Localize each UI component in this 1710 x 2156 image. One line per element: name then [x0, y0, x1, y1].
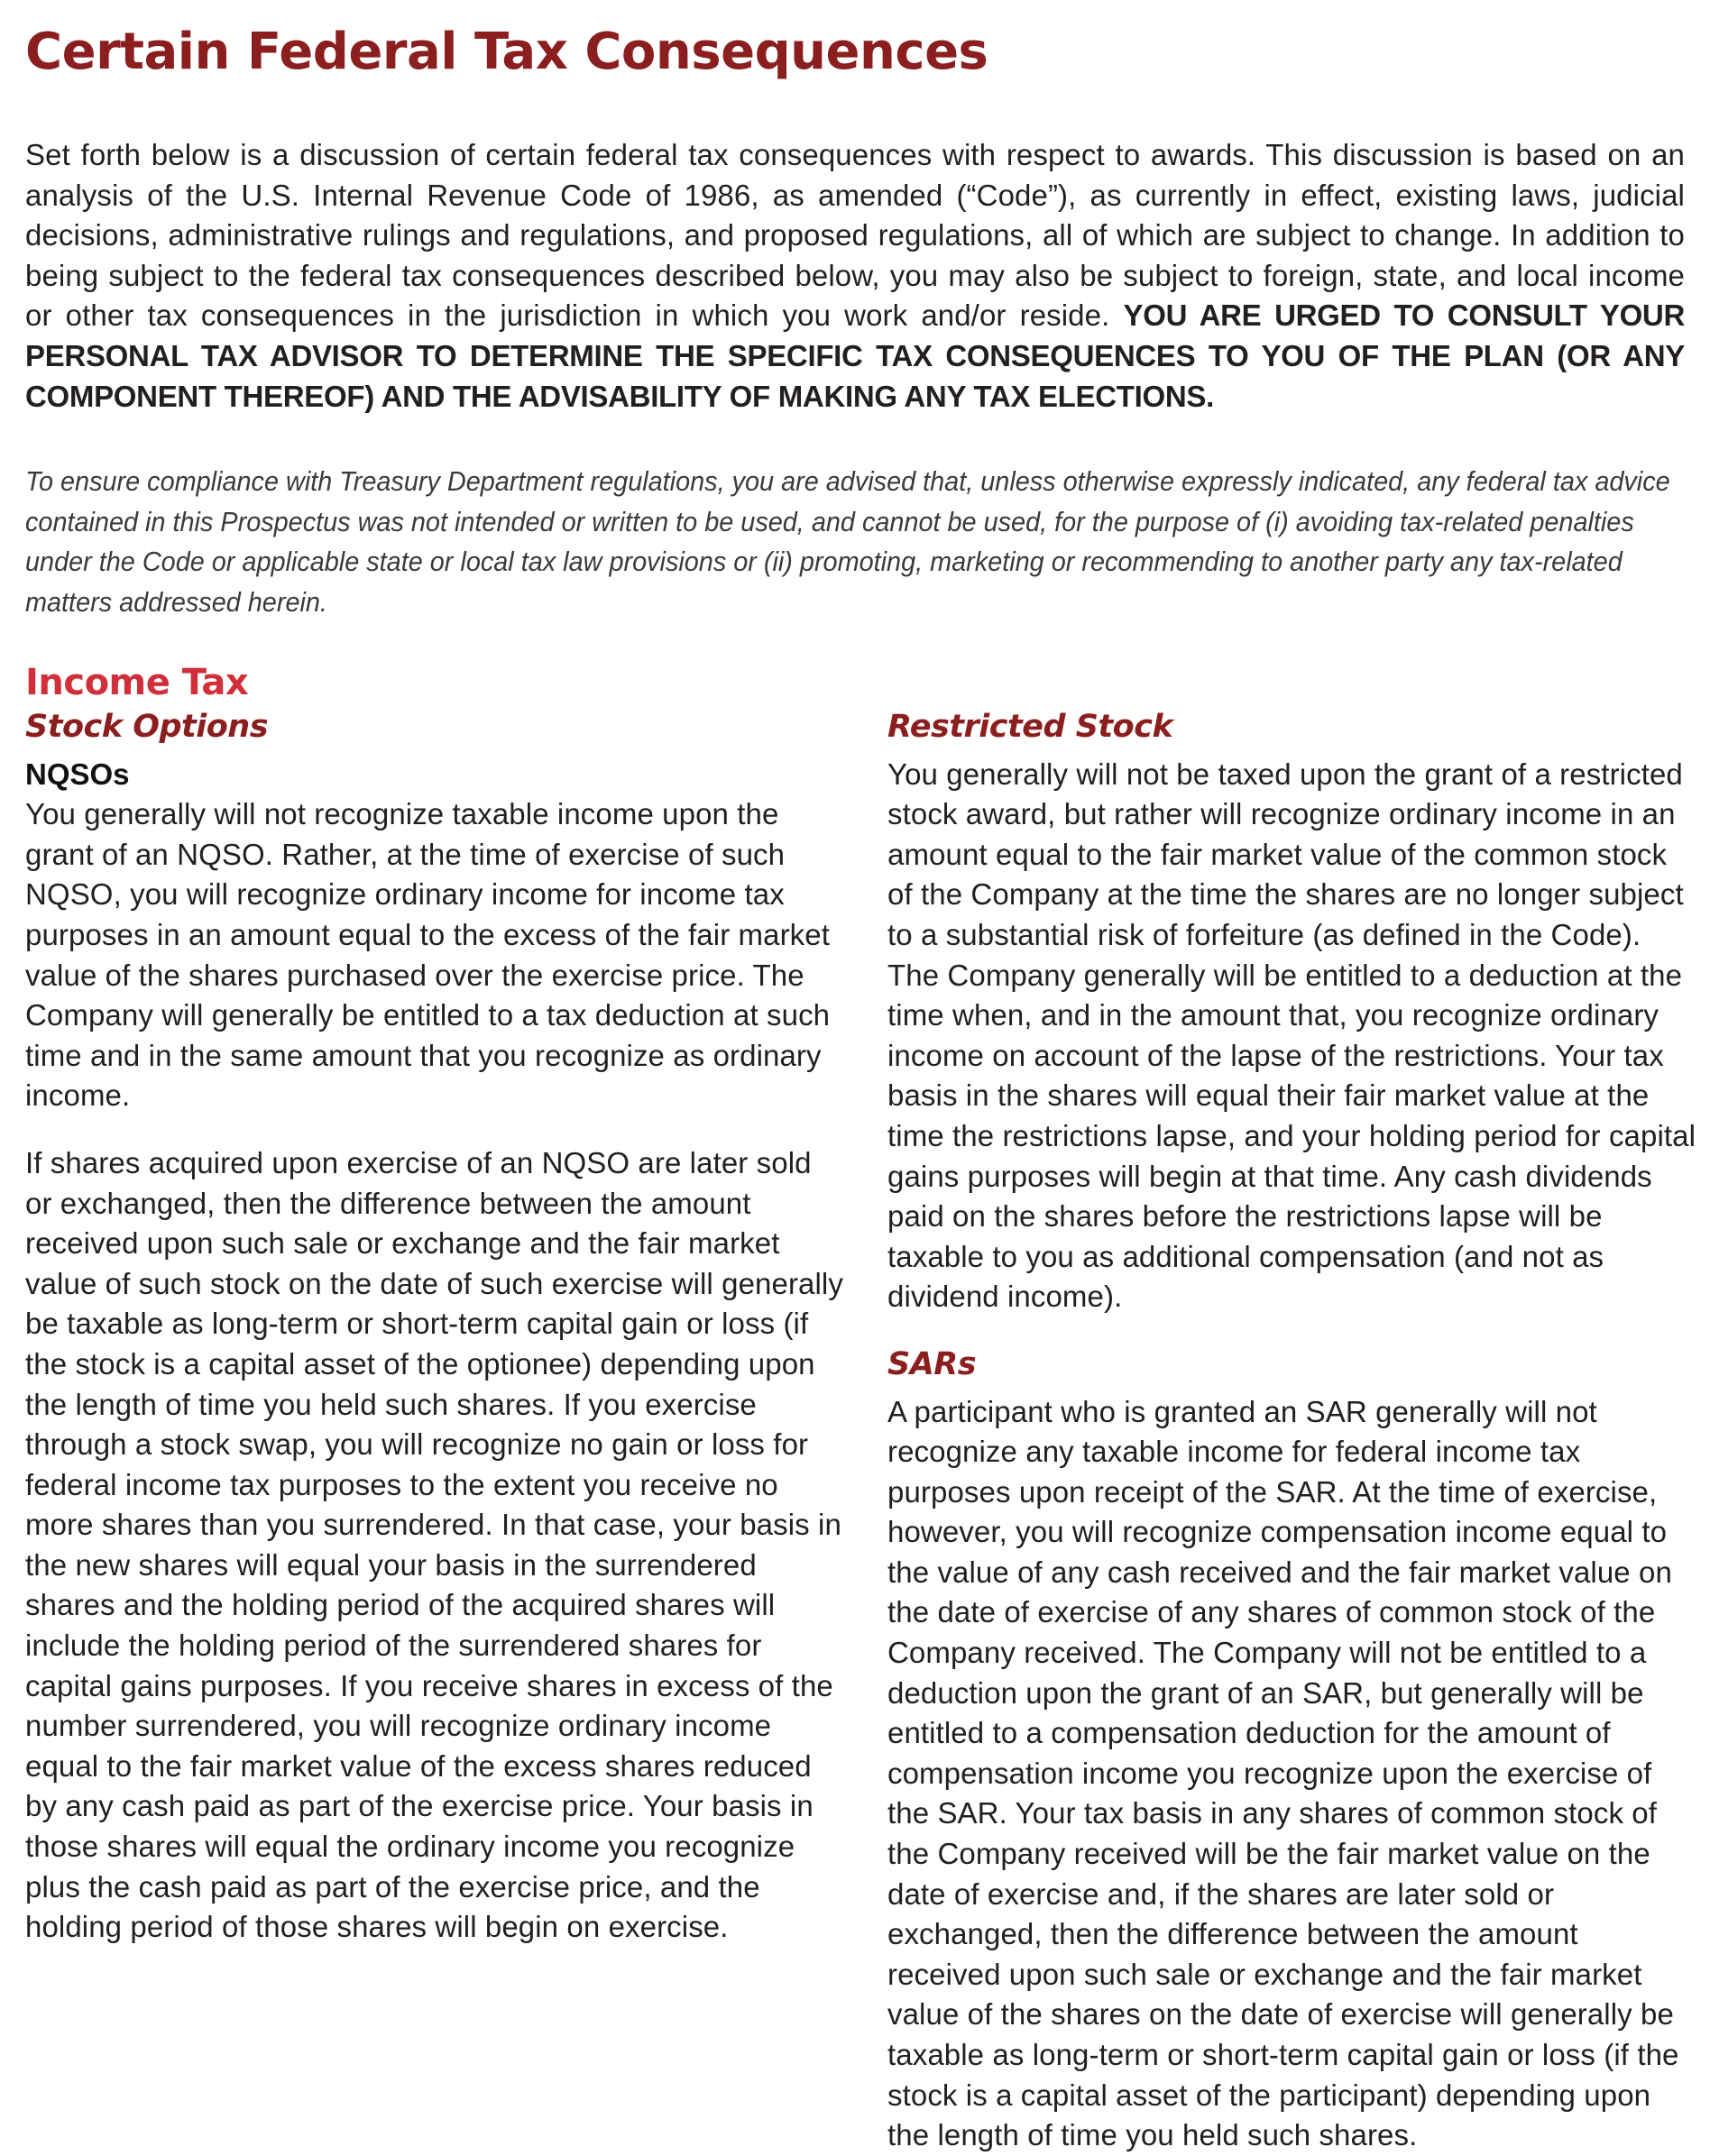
restricted-stock-heading: Restricted Stock — [887, 709, 1173, 745]
intro-paragraph — [25, 135, 1685, 417]
sars-paragraph: A participant who is granted an SAR generally will not recognize any taxable income for federal income tax purposes upon receipt of the SAR. At the time of exercise, however, you will recognize compensation income equal to the value of any cash received and the fair market value on the date of exercise of any shares of common stock of the Company received. The Company will not be entitled to a deduction upon the grant of an SAR, but generally will be entitled to a compensation deduction for the amount of compensation income you recognize upon the exercise of the SAR. Your tax basis in any shares of common stock of the Company received will be the fair market value on the date of exercise and, if the shares are later sold or exchanged, then the difference between the amount received upon such sale or exchange and the fair market value of the shares on the date of exercise will generally be taxable as long-term or short-term capital gain or loss (if the stock is a capital asset of the participant) depending upon the length of time you held such shares. — [887, 1394, 1679, 2152]
treasury-disclaimer: To ensure compliance with Treasury Department regulations, you are advised that, unless otherwise expressly indicated, any federal tax advice contained in this Prospectus was not intended or written to be used, and cannot be used, for the purpose of (i) avoiding tax-related penalties under the Code or applicable state or local tax law provisions or (ii) promoting, marketing or recommending to another party any tax-related matters addressed herein. — [25, 465, 1670, 618]
page-title: Certain Federal Tax Consequences — [25, 23, 988, 81]
stock-options-heading: Stock Options — [25, 709, 269, 745]
right-column — [887, 707, 1699, 2156]
nqso-paragraph-1: You generally will not recognize taxable income upon the grant of an NQSO. Rather, at the time of exercise of such NQSO, you will recognize ordinary income for income tax purposes in an amount equal to the excess of the fair market value of the shares purchased over the exercise price. The Company will generally be entitled to a tax deduction at such time and in the same amount that you recognize as ordinary income. — [25, 797, 831, 1113]
restricted-stock-paragraph: You generally will not be taxed upon the grant of a restricted stock award, but rather will recognize ordinary income in an amount equal to the fair market value of the common stock of the Company at the time the shares are no longer subject to a substantial risk of forfeiture (as defined in the Code). The Company generally will be entitled to a deduction at the time when, and in the amount that, you recognize ordinary income on account of the lapse of the restrictions. Your tax basis in the shares will equal their fair market value at the time the restrictions lapse, and your holding period for capital gains purposes will begin at that time. Any cash dividends paid on the shares before the restrictions lapse will be taxable to you as additional compensation (and not as dividend income). — [887, 757, 1696, 1314]
intro-emphasis: YOU ARE URGED TO CONSULT YOUR PERSONAL TAX ADVISOR TO DETERMINE THE SPECIFIC TAX CONSEQUENCES TO YOU OF THE PLAN (OR ANY COMPONENT THEREOF) AND THE ADVISABILITY OF MAKING ANY TAX ELECTIONS. — [25, 298, 1685, 413]
document-page — [25, 14, 1694, 651]
left-column — [25, 707, 846, 1948]
income-tax-heading: Income Tax — [25, 662, 249, 703]
nqsos-heading: NQSOs — [25, 757, 130, 791]
sars-heading: SARs — [887, 1345, 977, 1382]
nqso-paragraph-2: If shares acquired upon exercise of an NQSO are later sold or exchanged, then the difference between the amount received upon such sale or exchange and the fair market value of such stock on the date of such exercise will generally be taxable as long-term or short-term capital gain or loss (if the stock is a capital asset of the optionee) depending upon the length of time you held such shares. If you exercise through a stock swap, you will recognize no gain or loss for federal income tax purposes to the extent you receive no more shares than you surrendered. In that case, your basis in the new shares will equal your basis in the surrendered shares and the holding period of the acquired shares will include the holding period of the surrendered shares for capital gains purposes. If you receive shares in excess of the number surrendered, you will recognize ordinary income equal to the fair market value of the excess shares reduced by any cash paid as part of the exercise price. Your basis in those shares will equal the ordinary income you recognize plus the cash paid as part of the exercise price, and the holding period of those shares will begin on exercise. — [25, 1145, 843, 1944]
intro-body: Set forth below is a discussion of certain federal tax consequences with respect to awards. This discussion is based on an analysis of the U.S. Internal Revenue Code of 1986, as amended (“Code”), as currently in effect, existing laws, judicial decisions, administrative rulings and regulations, and proposed regulations, all of which are subject to change. In addition to being subject to the federal tax consequences described below, you may also be subject to foreign, state, and local income or other tax consequences in the jurisdiction in which you work and/or reside. — [25, 138, 1685, 333]
